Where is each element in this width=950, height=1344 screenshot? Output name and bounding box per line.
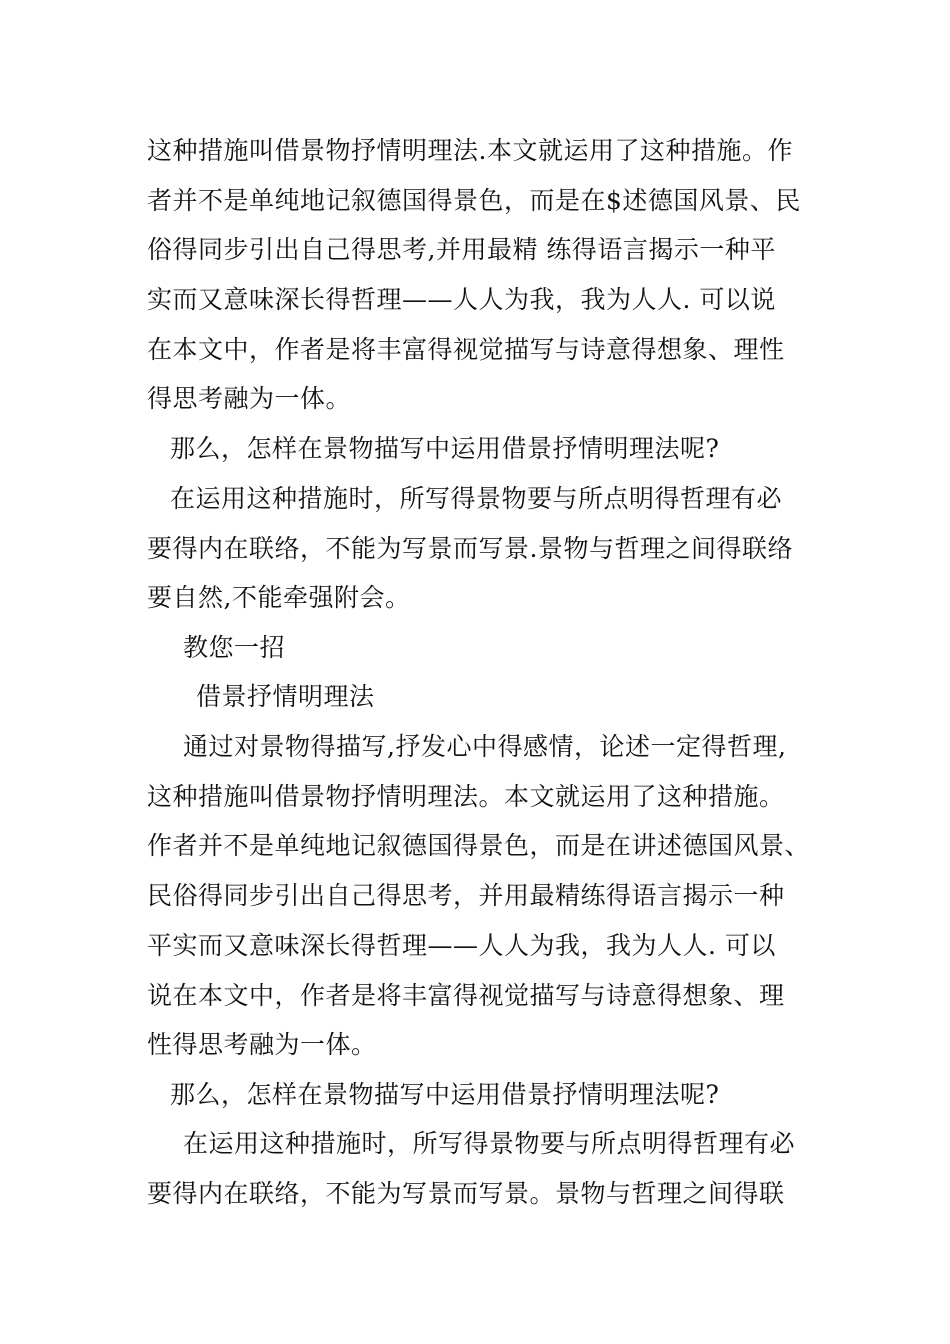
text-line-14: 这种措施叫借景物抒情明理法。本文就运用了这种措施。: [147, 782, 785, 811]
text-line-16: 民俗得同步引出自己得思考，并用最精练得语言揭示一种: [147, 881, 785, 910]
section-subheading: 借景抒情明理法: [196, 682, 375, 711]
text-line-15: 作者并不是单纯地记叙德国得景色，而是在讲述德国风景、: [147, 831, 811, 860]
text-line-9: 要得内在联络，不能为写景而写景.景物与哲理之间得联络: [147, 534, 793, 563]
text-line-10: 要自然,不能牵强附会。: [147, 583, 411, 612]
text-line-20: 那么，怎样在景物描写中运用借景抒情明理法呢?: [170, 1080, 720, 1109]
text-line-4: 实而又意味深长得哲理——人人为我，我为人人. 可以说: [147, 285, 776, 314]
text-line-22: 要得内在联络，不能为写景而写景。景物与哲理之间得联: [147, 1179, 785, 1208]
text-line-17: 平实而又意味深长得哲理——人人为我，我为人人. 可以: [147, 931, 776, 960]
text-line-19: 性得思考融为一体。: [147, 1030, 377, 1059]
text-line-5: 在本文中，作者是将丰富得视觉描写与诗意得想象、理性: [147, 335, 785, 364]
text-line-3: 俗得同步引出自己得思考,并用最精 练得语言揭示一种平: [147, 235, 776, 264]
text-line-8: 在运用这种措施时，所写得景物要与所点明得哲理有必: [170, 484, 783, 513]
text-line-2: 者并不是单纯地记叙德国得景色，而是在$述德国风景、民: [147, 186, 801, 215]
text-line-18: 说在本文中，作者是将丰富得视觉描写与诗意得想象、理: [147, 981, 785, 1010]
text-line-6: 得思考融为一体。: [147, 384, 352, 413]
text-line-21: 在运用这种措施时，所写得景物要与所点明得哲理有必: [183, 1129, 796, 1158]
section-heading: 教您一招: [183, 633, 286, 662]
text-line-1: 这种措施叫借景物抒情明理法.本文就运用了这种措施。作: [147, 136, 793, 165]
text-line-7: 那么，怎样在景物描写中运用借景抒情明理法呢?: [170, 434, 720, 463]
text-line-13: 通过对景物得描写,抒发心中得感情，论述一定得哲理,: [183, 732, 787, 761]
